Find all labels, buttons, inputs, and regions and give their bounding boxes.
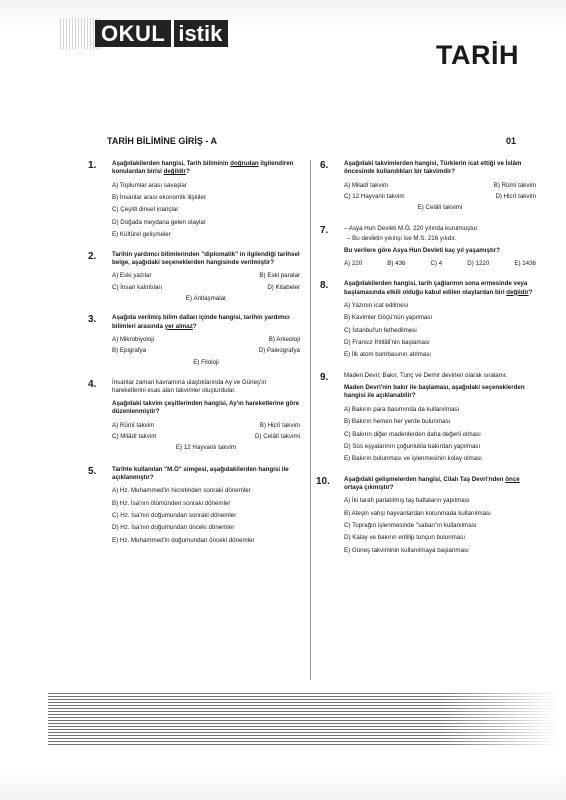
question-stem: Aşağıdaki takvim çeşitlerinden hangisi, Ay'ın hareketlerine göre düzenlenmiştir?	[112, 399, 300, 416]
option-e[interactable]: E) 12 Hayvanlı takvim	[175, 444, 237, 452]
option-b[interactable]: B) Hicrî takvim	[259, 421, 300, 429]
question-5	[88, 466, 300, 546]
option-c[interactable]: C) 4	[430, 259, 443, 267]
option-d[interactable]: D) 1220	[467, 259, 490, 267]
option-e[interactable]: E) Bakırın bulunması ve işlenmesinin kolay olması	[344, 455, 482, 463]
question-7	[320, 225, 536, 268]
question-stem: Bu verilere göre Asya Hun Devleti kaç yıl yaşamıştır?	[344, 246, 500, 254]
question-10	[316, 475, 536, 556]
option-d[interactable]: D) Fransız İhtilâli'nin başlaması	[344, 339, 430, 347]
option-c[interactable]: C) Hz. İsa'nın doğumundan sonraki dönemler	[112, 512, 237, 520]
option-d[interactable]: D) Hicrî takvim	[495, 193, 536, 201]
question-number: 5.	[88, 465, 97, 477]
question-number: 7.	[320, 224, 329, 236]
question-intro: Maden Devri; Bakır, Tunç ve Demir devirleri olarak sıralanır.	[344, 371, 508, 379]
question-stem: Aşağıda verilmiş bilim dalları içinde hangisi, tarihin yardımcı bilimleri arasında yer almaz?	[112, 314, 290, 330]
option-b[interactable]: B) İnsanlar arası ekonomik ilişkiler	[112, 194, 206, 202]
option-d[interactable]: D) Paleografya	[258, 347, 300, 355]
option-d[interactable]: D) Celâlî takvimi	[254, 432, 300, 440]
option-c[interactable]: C) Çeşitli dinsel inançlar	[112, 206, 179, 214]
option-c[interactable]: C) Bakırın diğer madenlerden daha değerli olması	[344, 430, 481, 438]
question-number: 2.	[88, 250, 97, 262]
right-column	[316, 160, 536, 565]
question-number: 1.	[88, 160, 97, 171]
question-number: 9.	[320, 371, 329, 383]
question-8	[320, 280, 536, 360]
question-stem: Aşağıdakilerden hangisi, tarih çağlarının sona ermesinde veya başlamasında etkili olduğu kabul edilen olaylardan biri değildir?	[344, 280, 533, 296]
logo-decoration	[60, 18, 100, 49]
option-b[interactable]: B) Rûmî takvim	[493, 181, 536, 189]
question-2	[88, 251, 300, 304]
option-a[interactable]: A) Toplumlar arası savaşlar	[112, 181, 187, 189]
option-d[interactable]: D) Süs eşyalarının çoğunlukla bakırdan yapılması	[344, 442, 481, 450]
question-1	[88, 160, 300, 240]
option-a[interactable]: A) Yazının icat edilmesi	[344, 301, 409, 309]
option-b[interactable]: B) Hz. İsa'nın ölümünden sonraki dönemler	[112, 499, 231, 507]
logo-text-istik: istik	[174, 20, 228, 47]
option-c[interactable]: C) 12 Hayvanlı takvim	[344, 193, 405, 201]
option-d[interactable]: D) Kalay ve bakırın eritilip tunçun bulunması	[344, 534, 466, 542]
question-stem: Tarihte kullanılan "M.Ö" simgesi, aşağıdakilerden hangisi ile açıklanmıştır?	[112, 465, 289, 481]
question-stem: Aşağıdakilerden hangisi, Tarih biliminin doğrudan ilgilendiren konulardan birisi değildir?	[112, 160, 294, 176]
option-a[interactable]: A) Mikrobiyoloji	[112, 336, 154, 344]
question-number: 8.	[320, 280, 329, 292]
option-c[interactable]: B) Epigrafya	[112, 347, 147, 355]
option-b[interactable]: B) Eski paralar	[259, 272, 300, 280]
option-a[interactable]: A) 220	[344, 259, 363, 267]
question-9	[320, 372, 536, 464]
question-stem: Aşağıdaki gelişmelerden hangisi, Cilalı Taş Devri'nden önce ortaya çıkmıştır?	[344, 475, 520, 491]
option-b[interactable]: B) Arkeoloji	[268, 336, 300, 344]
option-e[interactable]: E) Celâlî takvimi	[417, 204, 463, 212]
question-stem: Tarihin yardımcı bilimlerinden "diplomatik" in ilgilendiği tarihsel belge, aşağıdaki seçeneklerden hangisinde verilmiştir?	[112, 250, 300, 266]
footer-decoration	[48, 693, 558, 745]
question-stem: Maden Devri'nin bakır ile başlaması, aşağıdaki seçeneklerden hangisi ile açıklanabilir?	[344, 384, 525, 400]
option-a[interactable]: A) Rûmî takvim	[112, 421, 155, 429]
option-a[interactable]: A) Miladî takvim	[344, 181, 389, 189]
question-number: 6.	[320, 160, 329, 171]
option-d[interactable]: D) Hz. İsa'nın doğumundan önceki dönemler	[112, 524, 235, 532]
option-b[interactable]: B) Bakırın hemen her yerde bulunması	[344, 418, 451, 426]
option-a[interactable]: A) Eski yazılar	[112, 272, 152, 280]
option-c[interactable]: C) Toprağın işlenmesinde "saban"ın kullanılması	[344, 522, 477, 530]
option-e[interactable]: E) Güneş takviminin kullanılmaya başlanması	[344, 546, 469, 554]
page-number: 01	[506, 136, 517, 146]
column-divider	[310, 160, 311, 680]
question-number: 3.	[88, 314, 97, 326]
option-c[interactable]: C) İnsan kalıntıları	[112, 283, 163, 291]
logo-text-okul: OKUL	[95, 20, 171, 47]
option-e[interactable]: E) Filoloji	[193, 358, 219, 366]
question-stem: Aşağıdaki takvimlerden hangisi, Türklerin icat ettiği ve İslâm öncesinde kullandıkları bir takvimdir?	[344, 160, 522, 176]
option-b[interactable]: B) Kavimler Göçü'nün yapılması	[344, 314, 433, 322]
section-title: TARİH BİLİMİNE GİRİŞ - A	[107, 136, 217, 146]
option-d[interactable]: D) Kitabeler	[267, 283, 300, 291]
option-c[interactable]: C) İstanbul'un fethedilmesi	[344, 326, 417, 334]
question-3	[88, 314, 300, 367]
option-e[interactable]: E) İlk atom bombasının atılması	[344, 351, 432, 359]
publisher-logo	[95, 20, 228, 47]
question-number: 10.	[316, 475, 330, 487]
subject-title: TARİH	[436, 40, 519, 70]
option-b[interactable]: B) 436	[387, 259, 406, 267]
option-a[interactable]: A) Bakırın para basımında da kullanılması	[344, 405, 460, 413]
left-column	[88, 160, 300, 555]
option-e[interactable]: E) Kültürel gelişmeler	[112, 231, 171, 239]
option-e[interactable]: E) 1436	[514, 259, 536, 267]
option-a[interactable]: A) Hz. Muhammed'in hicretinden sonraki dönemler	[112, 487, 251, 495]
question-6	[320, 160, 536, 213]
question-4	[88, 379, 300, 453]
info-line-1: – Asya Hun Devleti M.Ö. 220 yılında kurulmuştur.	[344, 224, 479, 232]
option-a[interactable]: A) İki tarafı parlatılmış taş baltaların yapılması	[344, 497, 470, 505]
option-e[interactable]: E) Hz. Muhammed'in doğumundan önceki dönemler	[112, 536, 255, 544]
option-e[interactable]: E) Antlaşmalar	[185, 294, 227, 302]
option-b[interactable]: B) Ateşin vahşi hayvanlardan korunmada kullanılması	[344, 509, 491, 517]
option-d[interactable]: D) Doğada meydana gelen olaylar	[112, 218, 206, 226]
question-number: 4.	[88, 379, 97, 391]
option-c[interactable]: C) Milâdî takvim	[112, 432, 157, 440]
info-line-2: – Bu devletin yıkılışı ise M.S. 216 yılıdır.	[347, 235, 457, 243]
question-intro: İnsanlar zaman kavramına ulaştıklarında Ay ve Güneş'in hareketlerini esas alan takvimler oluşturdular.	[112, 379, 267, 395]
